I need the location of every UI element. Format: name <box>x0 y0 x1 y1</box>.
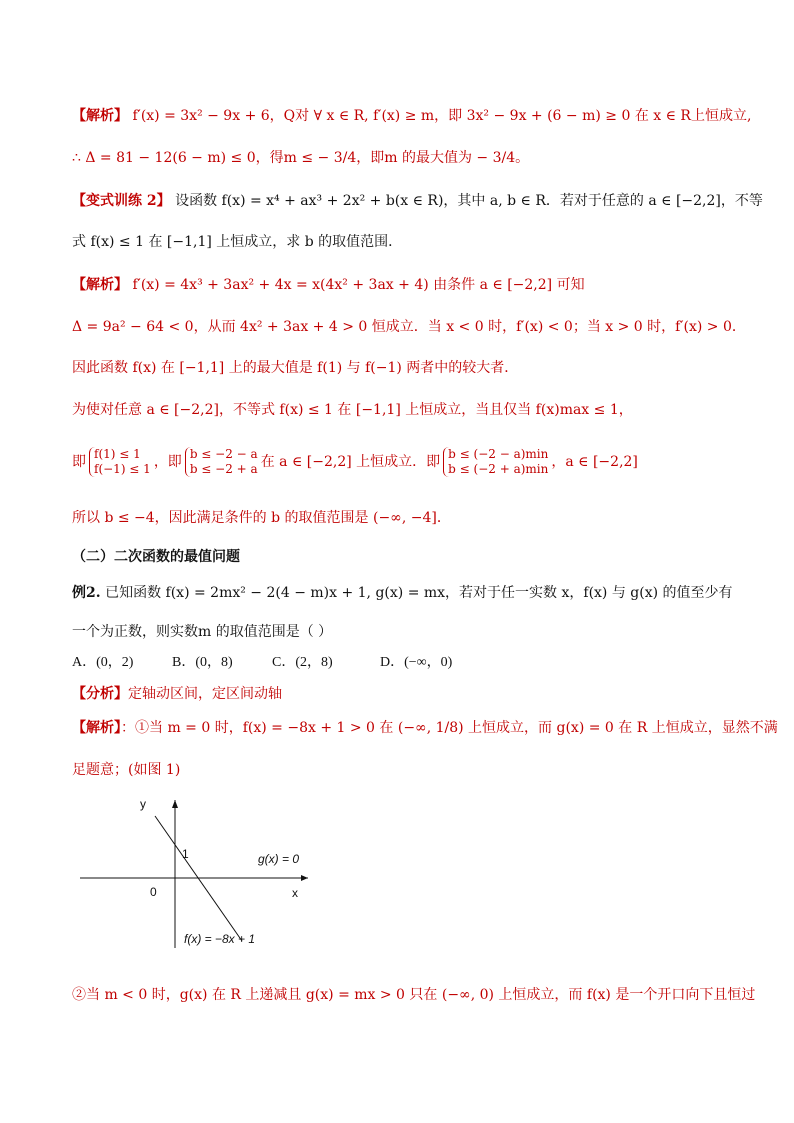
example2-text1: 已知函数 f(x) = 2mx² − 2(4 − m)x + 1, g(x) = mx，若对于任一实数 x，f(x) 与 g(x) 的值至少有 <box>105 585 733 601</box>
solution1-text2: ∴ Δ = 81 − 12(6 − m) ≤ 0，得m ≤ − 3/4，即m 的最大值为 − 3/4。 <box>72 150 530 166</box>
solution1-text1: f′(x) = 3x² − 9x + 6，Q对 ∀ x ∈ R, f′(x) ≥ m，即 3x² − 9x + (6 − m) ≥ 0 在 x ∈ R上恒成立, <box>132 108 752 124</box>
system-2 <box>185 447 258 477</box>
f-function-label: f(x) = −8x + 1 <box>184 932 256 946</box>
origin-label: 0 <box>150 885 157 899</box>
option-c: C．(2，8) <box>272 655 333 670</box>
example-tag: 例2. <box>72 585 101 601</box>
analysis-text: 定轴动区间，定区间动轴 <box>128 686 282 702</box>
system-2-row2: b ≤ −2 + a <box>189 462 258 476</box>
system-1 <box>89 447 151 477</box>
option-a: A．(0，2) <box>72 655 134 670</box>
solution-tag: 【解析】 <box>72 277 128 293</box>
variant2-text2: 式 f(x) ≤ 1 在 [−1,1] 上恒成立，求 b 的取值范围． <box>72 234 403 250</box>
system-2-row1: b ≤ −2 − a <box>189 447 258 461</box>
solution2-text2: Δ = 9a² − 64 < 0，从而 4x² + 3ax + 4 > 0 恒成立．当 x < 0 时，f′(x) < 0；当 x > 0 时，f′(x) > 0． <box>72 319 746 335</box>
y-axis-arrow <box>172 800 178 808</box>
variant2-line1 <box>72 191 763 211</box>
example2-text2: 一个为正数，则实数m 的取值范围是（ ） <box>72 624 333 640</box>
y-axis-label: y <box>140 797 146 811</box>
figure-1-graph <box>72 788 332 958</box>
solution2-text1: f′(x) = 4x³ + 3ax² + 4x = x(4x² + 3ax + 4) 由条件 a ∈ [−2,2] 可知 <box>132 277 585 293</box>
solution2-line5-suffix: ，a ∈ [−2,2] <box>551 454 638 470</box>
solution3-text2: 足题意；(如图 1) <box>72 762 181 778</box>
solution2-line5-mid2: 在 a ∈ [−2,2] 上恒成立．即 <box>260 454 441 470</box>
option-d: D．(−∞，0) <box>380 655 453 670</box>
intercept-label: 1 <box>182 847 189 861</box>
x-axis-arrow <box>301 875 308 881</box>
system-3-row1: b ≤ (−2 − a)min <box>448 447 549 461</box>
solution2-line1 <box>72 275 732 295</box>
analysis-line <box>72 684 732 704</box>
variant-tag: 【变式训练 2】 <box>72 193 171 209</box>
solution2-text4: 为使对任意 a ∈ [−2,2]，不等式 f(x) ≤ 1 在 [−1,1] 上恒成立，当且仅当 f(x)max ≤ 1， <box>72 402 633 418</box>
solution3-line1 <box>72 718 778 738</box>
g-function-label: g(x) = 0 <box>258 852 300 866</box>
section-heading: （二）二次函数的最值问题 <box>72 549 240 565</box>
system-3-row2: b ≤ (−2 + a)min <box>448 462 549 476</box>
solution3-text1: ：①当 m = 0 时，f(x) = −8x + 1 > 0 在 (−∞, 1/8) 上恒成立，而 g(x) = 0 在 R 上恒成立，显然不满 <box>121 720 778 736</box>
x-axis-label: x <box>292 886 298 900</box>
solution2-text6: 所以 b ≤ −4，因此满足条件的 b 的取值范围是 (−∞, −4]． <box>72 510 451 526</box>
system-3 <box>443 447 548 477</box>
example2-line1 <box>72 583 732 603</box>
solution2-line5 <box>72 447 732 477</box>
solution1-line1 <box>72 106 752 126</box>
variant2-text1: 设函数 f(x) = x⁴ + ax³ + 2x² + b(x ∈ R)，其中 a, b ∈ R．若对于任意的 a ∈ [−2,2]，不等 <box>175 193 763 209</box>
solution3-text3: ②当 m < 0 时，g(x) 在 R 上递减且 g(x) = mx > 0 只在 (−∞, 0) 上恒成立，而 f(x) 是一个开口向下且恒过 <box>72 987 756 1003</box>
solution2-text3: 因此函数 f(x) 在 [−1,1] 上的最大值是 f(1) 与 f(−1) 两者中的较大者． <box>72 360 519 376</box>
analysis-tag: 【分析】 <box>72 686 128 702</box>
system-1-row1: f(1) ≤ 1 <box>94 447 141 461</box>
option-b: B．(0，8) <box>172 655 233 670</box>
system-1-row2: f(−1) ≤ 1 <box>94 462 151 476</box>
solution2-line5-prefix: 即 <box>72 454 86 470</box>
solution2-line5-mid1: ，即 <box>153 454 182 470</box>
solution-tag: 【解析】 <box>72 720 121 736</box>
solution-tag: 【解析】 <box>72 108 128 124</box>
